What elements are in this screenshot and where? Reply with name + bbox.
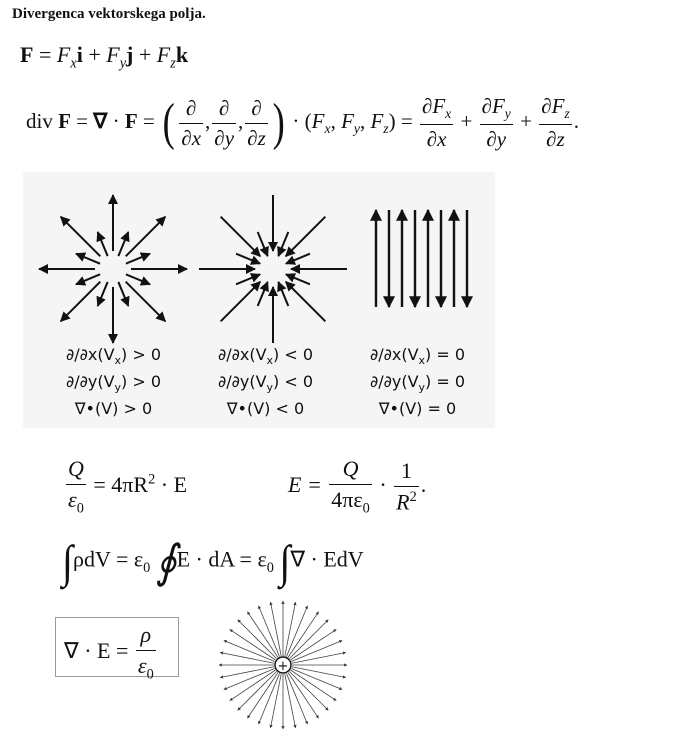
vector-field-equation: $F = F_xi + F_yj + F_zk$ [20,42,189,72]
point-charge-field [213,595,353,735]
field-arrow [118,282,128,306]
field-arrow [98,232,108,256]
sink-field-icon [199,195,347,343]
field-arrow [258,282,268,306]
svg-text:+: + [277,659,289,674]
field-arrow [126,274,150,284]
solenoidal-field-icon [376,210,467,307]
field-arrow [221,282,261,322]
field-line [289,620,328,659]
field-arrow [76,274,100,284]
field-arrow [278,232,288,256]
gauss-sphere-equation: $\frac{Q}{\varepsilon_0}$ = $4\pi R^2 \cdot E$ [68,456,188,517]
field-arrow [286,254,310,264]
page-title: Divergenca vektorskega polja. [12,6,206,22]
field-arrow [286,274,310,284]
field-arrow [236,274,260,284]
divergence-illustration [23,172,495,428]
field-arrow [126,282,166,322]
field-strength-equation: E = $\frac{Q}{4\pi\varepsilon_0}$ · $\frac{1}{R^2}$ . [288,456,427,517]
field-arrow [236,254,260,264]
field-arrow [278,282,288,306]
sink-labels: $\partial/\partial x(V_x) < 0$ $\partial/\partial y(V_y) < 0$ ∇•(V) < 0 [217,345,314,419]
field-arrow [61,282,101,322]
field-line [289,671,328,710]
divergence-definition-equation: div F = ∇ · F = ( $\frac{\partial}{\partial x}$ , $\frac{\partial}{\partial y}$ , $\frac{\partial}{\partial z}$ ) · ($F_x$, $F_y$, $F_z$) = $\frac{\partial F_x}{\partial x}$ + $\frac{\partial F_y}{\partial y}$ + $\frac{\partial F_z}{\partial z}$ . [26,94,579,152]
source-labels: $\partial/\partial x(V_x) > 0$ $\partial/\partial y(V_y) > 0$ ∇•(V) > 0 [65,345,162,419]
field-arrow [126,217,166,257]
field-arrow [61,217,101,257]
field-arrow [118,232,128,256]
field-arrow [286,282,326,322]
gauss-law-differential-box [55,617,179,683]
field-arrow [126,254,150,264]
field-arrow [98,282,108,306]
field-arrow [221,217,261,257]
solenoidal-labels: $\partial/\partial x(V_x) = 0$ $\partial/\partial y(V_y) = 0$ ∇•(V) = 0 [369,345,466,419]
gauss-integral-equation: $\int\rho dV = \varepsilon_0$ ∮E · dA = $\varepsilon_0$ ∫∇ · EdV [62,535,364,588]
source-field-icon [39,195,187,343]
field-arrow [258,232,268,256]
field-line [238,620,277,659]
field-arrow [76,254,100,264]
field-line [238,671,277,710]
field-arrow [286,217,326,257]
gauss-law-differential-equation: ∇ · E = $\frac{\rho}{\varepsilon_0}$ [64,622,154,683]
